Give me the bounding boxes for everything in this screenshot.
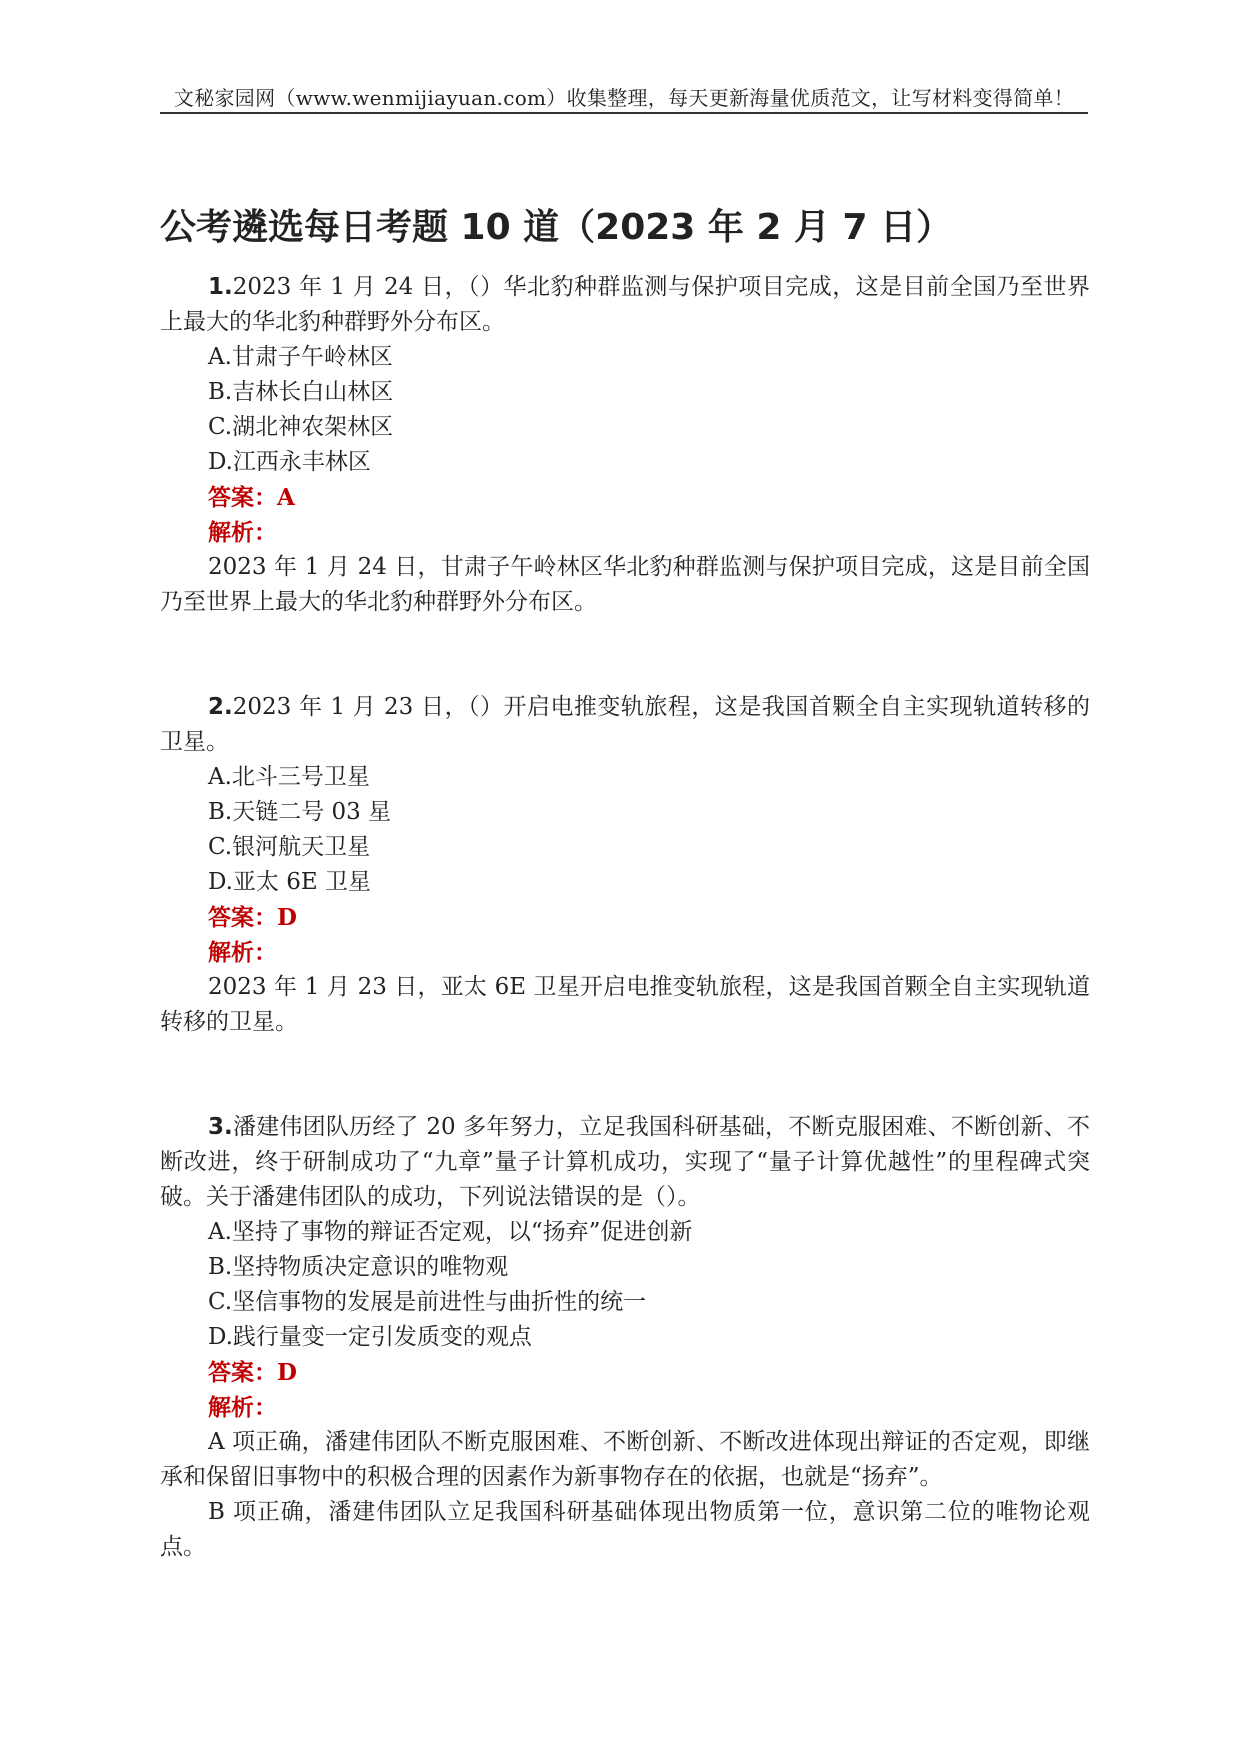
question-number: 2.: [208, 694, 233, 720]
question-number: 3.: [208, 1114, 233, 1140]
header-rule: [160, 112, 1088, 114]
option-d: D.践行量变一定引发质变的观点: [208, 1324, 532, 1350]
question-text: 2023 年 1 月 23 日，（）开启电推变轨旅程，这是我国首颗全自主实现轨道转移的卫星。: [160, 694, 1090, 755]
question-text: 潘建伟团队历经了 20 多年努力，立足我国科研基础，不断克服困难、不断创新、不断改进，终于研制成功了“九章”量子计算机成功，实现了“量子计算优越性”的里程碑式突破。关于潘建伟团队的成功，下列说法错误的是（）。: [160, 1114, 1090, 1210]
option-c: C.银河航天卫星: [208, 834, 371, 860]
analysis-paragraph: 2023 年 1 月 23 日，亚太 6E 卫星开启电推变轨旅程，这是我国首颗全自主实现轨道转移的卫星。: [160, 974, 1090, 1035]
question-stem: [160, 690, 1090, 760]
option-b: B.吉林长白山林区: [208, 379, 394, 405]
analysis-label: 解析：: [208, 1394, 277, 1421]
option-b: B.天链二号 03 星: [208, 799, 392, 825]
document-body: [160, 270, 1090, 1565]
page-title: 公考遴选每日考题 10 道（2023 年 2 月 7 日）: [160, 207, 953, 248]
question-1: [160, 270, 1090, 620]
option-c: C.湖北神农架林区: [208, 414, 394, 440]
question-stem: [160, 1110, 1090, 1215]
answer: 答案：A: [208, 484, 295, 511]
option-d: D.亚太 6E 卫星: [208, 869, 371, 895]
question-number: 1.: [208, 274, 233, 300]
question-stem: [160, 270, 1090, 340]
analysis-paragraph: 2023 年 1 月 24 日，甘肃子午岭林区华北豹种群监测与保护项目完成，这是目前全国乃至世界上最大的华北豹种群野外分布区。: [160, 554, 1090, 615]
option-b: B.坚持物质决定意识的唯物观: [208, 1254, 509, 1280]
answer: 答案：D: [208, 904, 297, 931]
answer: 答案：D: [208, 1359, 297, 1386]
analysis-paragraph: A 项正确，潘建伟团队不断克服困难、不断创新、不断改进体现出辩证的否定观，即继承和保留旧事物中的积极合理的因素作为新事物存在的依据，也就是“扬弃”。: [160, 1429, 1090, 1490]
option-c: C.坚信事物的发展是前进性与曲折性的统一: [208, 1289, 647, 1315]
analysis-label: 解析：: [208, 519, 277, 546]
question-spacer: [160, 620, 1090, 690]
option-a: A.坚持了事物的辩证否定观，以“扬弃”促进创新: [208, 1219, 693, 1245]
question-text: 2023 年 1 月 24 日，（）华北豹种群监测与保护项目完成，这是目前全国乃至世界上最大的华北豹种群野外分布区。: [160, 274, 1090, 335]
analysis-paragraph: B 项正确，潘建伟团队立足我国科研基础体现出物质第一位，意识第二位的唯物论观点。: [160, 1499, 1090, 1560]
question-2: [160, 690, 1090, 1040]
question-spacer: [160, 1040, 1090, 1110]
analysis-label: 解析：: [208, 939, 277, 966]
option-d: D.江西永丰林区: [208, 449, 371, 475]
option-a: A.甘肃子午岭林区: [208, 344, 393, 370]
page-header: 文秘家园网（www.wenmijiayuan.com）收集整理，每天更新海量优质范文，让写材料变得简单！: [173, 86, 1075, 110]
question-3: [160, 1110, 1090, 1565]
option-a: A.北斗三号卫星: [208, 764, 370, 790]
